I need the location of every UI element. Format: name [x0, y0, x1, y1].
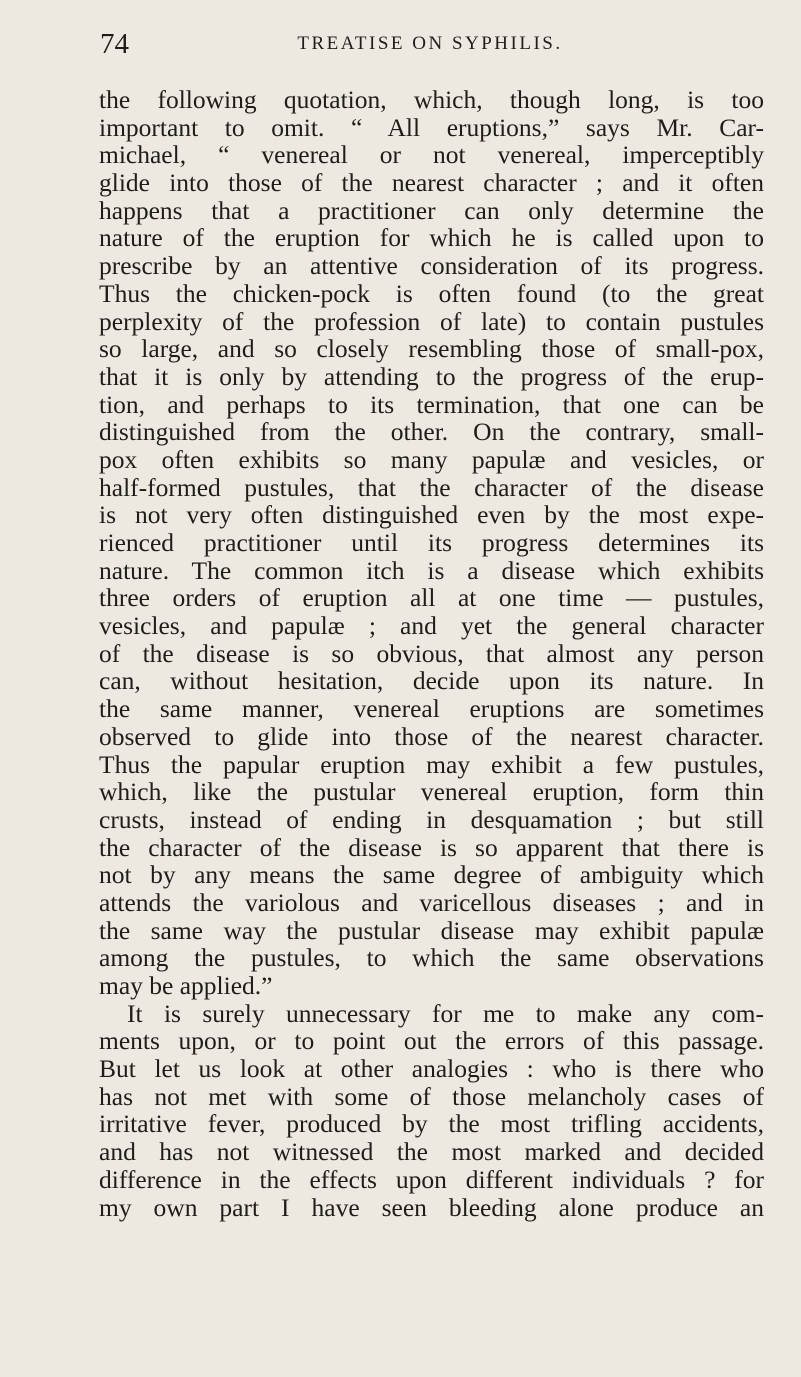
text-line: nature of the eruption for which he is called upon to: [99, 223, 764, 253]
text-line: tion, and perhaps to its termination, that one can be: [99, 389, 764, 419]
text-line: crusts, instead of ending in desquamation ; but still: [99, 804, 764, 834]
text-line: my own part I have seen bleeding alone produce an: [99, 1192, 764, 1222]
page-number: 74: [100, 28, 129, 60]
text-line: of the disease is so obvious, that almost any person: [99, 638, 764, 668]
text-line: Thus the chicken-pock is often found (to the great: [99, 278, 764, 308]
text-line: difference in the effects upon different individuals ? for: [99, 1164, 764, 1194]
text-line: the same manner, venereal eruptions are sometimes: [99, 694, 764, 724]
text-line: ments upon, or to point out the errors of this passage.: [99, 1026, 764, 1056]
text-line: distinguished from the other. On the contrary, small-: [99, 417, 764, 447]
text-line: so large, and so closely resembling those of small-pox,: [99, 334, 764, 364]
text-line: the following quotation, which, though long, is too: [99, 85, 764, 114]
text-line: rienced practitioner until its progress determines its: [99, 528, 764, 557]
text-line: But let us look at other analogies : who is there who: [99, 1054, 764, 1084]
text-line: the character of the disease is so apparent that there is: [99, 832, 764, 862]
text-line: happens that a practitioner can only determine the: [99, 195, 764, 225]
text-line: perplexity of the profession of late) to contain pustules: [99, 306, 764, 336]
text-line: glide into those of the nearest character ; and it often: [99, 168, 764, 198]
text-line: three orders of eruption all at one time — pustules,: [99, 583, 764, 613]
text-line: michael, “ venereal or not venereal, imperceptibly: [99, 140, 764, 170]
text-line: among the pustules, to which the same observations: [99, 943, 764, 973]
body-text: [99, 86, 764, 1221]
text-line: and has not witnessed the most marked and decided: [99, 1137, 764, 1167]
running-title: TREATISE ON SYPHILIS.: [297, 33, 563, 54]
page-header: [100, 24, 760, 64]
text-line: observed to glide into those of the nearest character.: [99, 721, 764, 751]
text-line: pox often exhibits so many papulæ and vesicles, or: [99, 444, 764, 474]
text-line: attends the variolous and varicellous diseases ; and in: [99, 887, 764, 917]
text-line: which, like the pustular venereal eruption, form thin: [99, 777, 764, 807]
text-line: important to omit. “ All eruptions,” says Mr. Car-: [99, 112, 764, 142]
text-line: half-formed pustules, that the character of the disease: [99, 472, 764, 502]
text-line: vesicles, and papulæ ; and yet the general character: [99, 611, 764, 641]
text-line: irritative fever, produced by the most trifling accidents,: [99, 1109, 764, 1139]
text-line: has not met with some of those melancholy cases of: [99, 1081, 764, 1111]
text-line: may be applied.”: [99, 971, 273, 1000]
text-line: prescribe by an attentive consideration of its progress.: [99, 251, 764, 281]
text-line: is not very often distinguished even by the most expe-: [99, 500, 764, 530]
text-line: Thus the papular eruption may exhibit a few pustules,: [99, 749, 764, 779]
text-line: It is surely unnecessary for me to make any com-: [127, 998, 764, 1028]
text-line: the same way the pustular disease may exhibit papulæ: [99, 915, 764, 945]
text-line: nature. The common itch is a disease which exhibits: [99, 555, 764, 585]
text-line: can, without hesitation, decide upon its nature. In: [99, 666, 764, 696]
text-line: not by any means the same degree of ambiguity which: [99, 860, 764, 890]
text-line: that it is only by attending to the progress of the erup-: [99, 361, 764, 391]
